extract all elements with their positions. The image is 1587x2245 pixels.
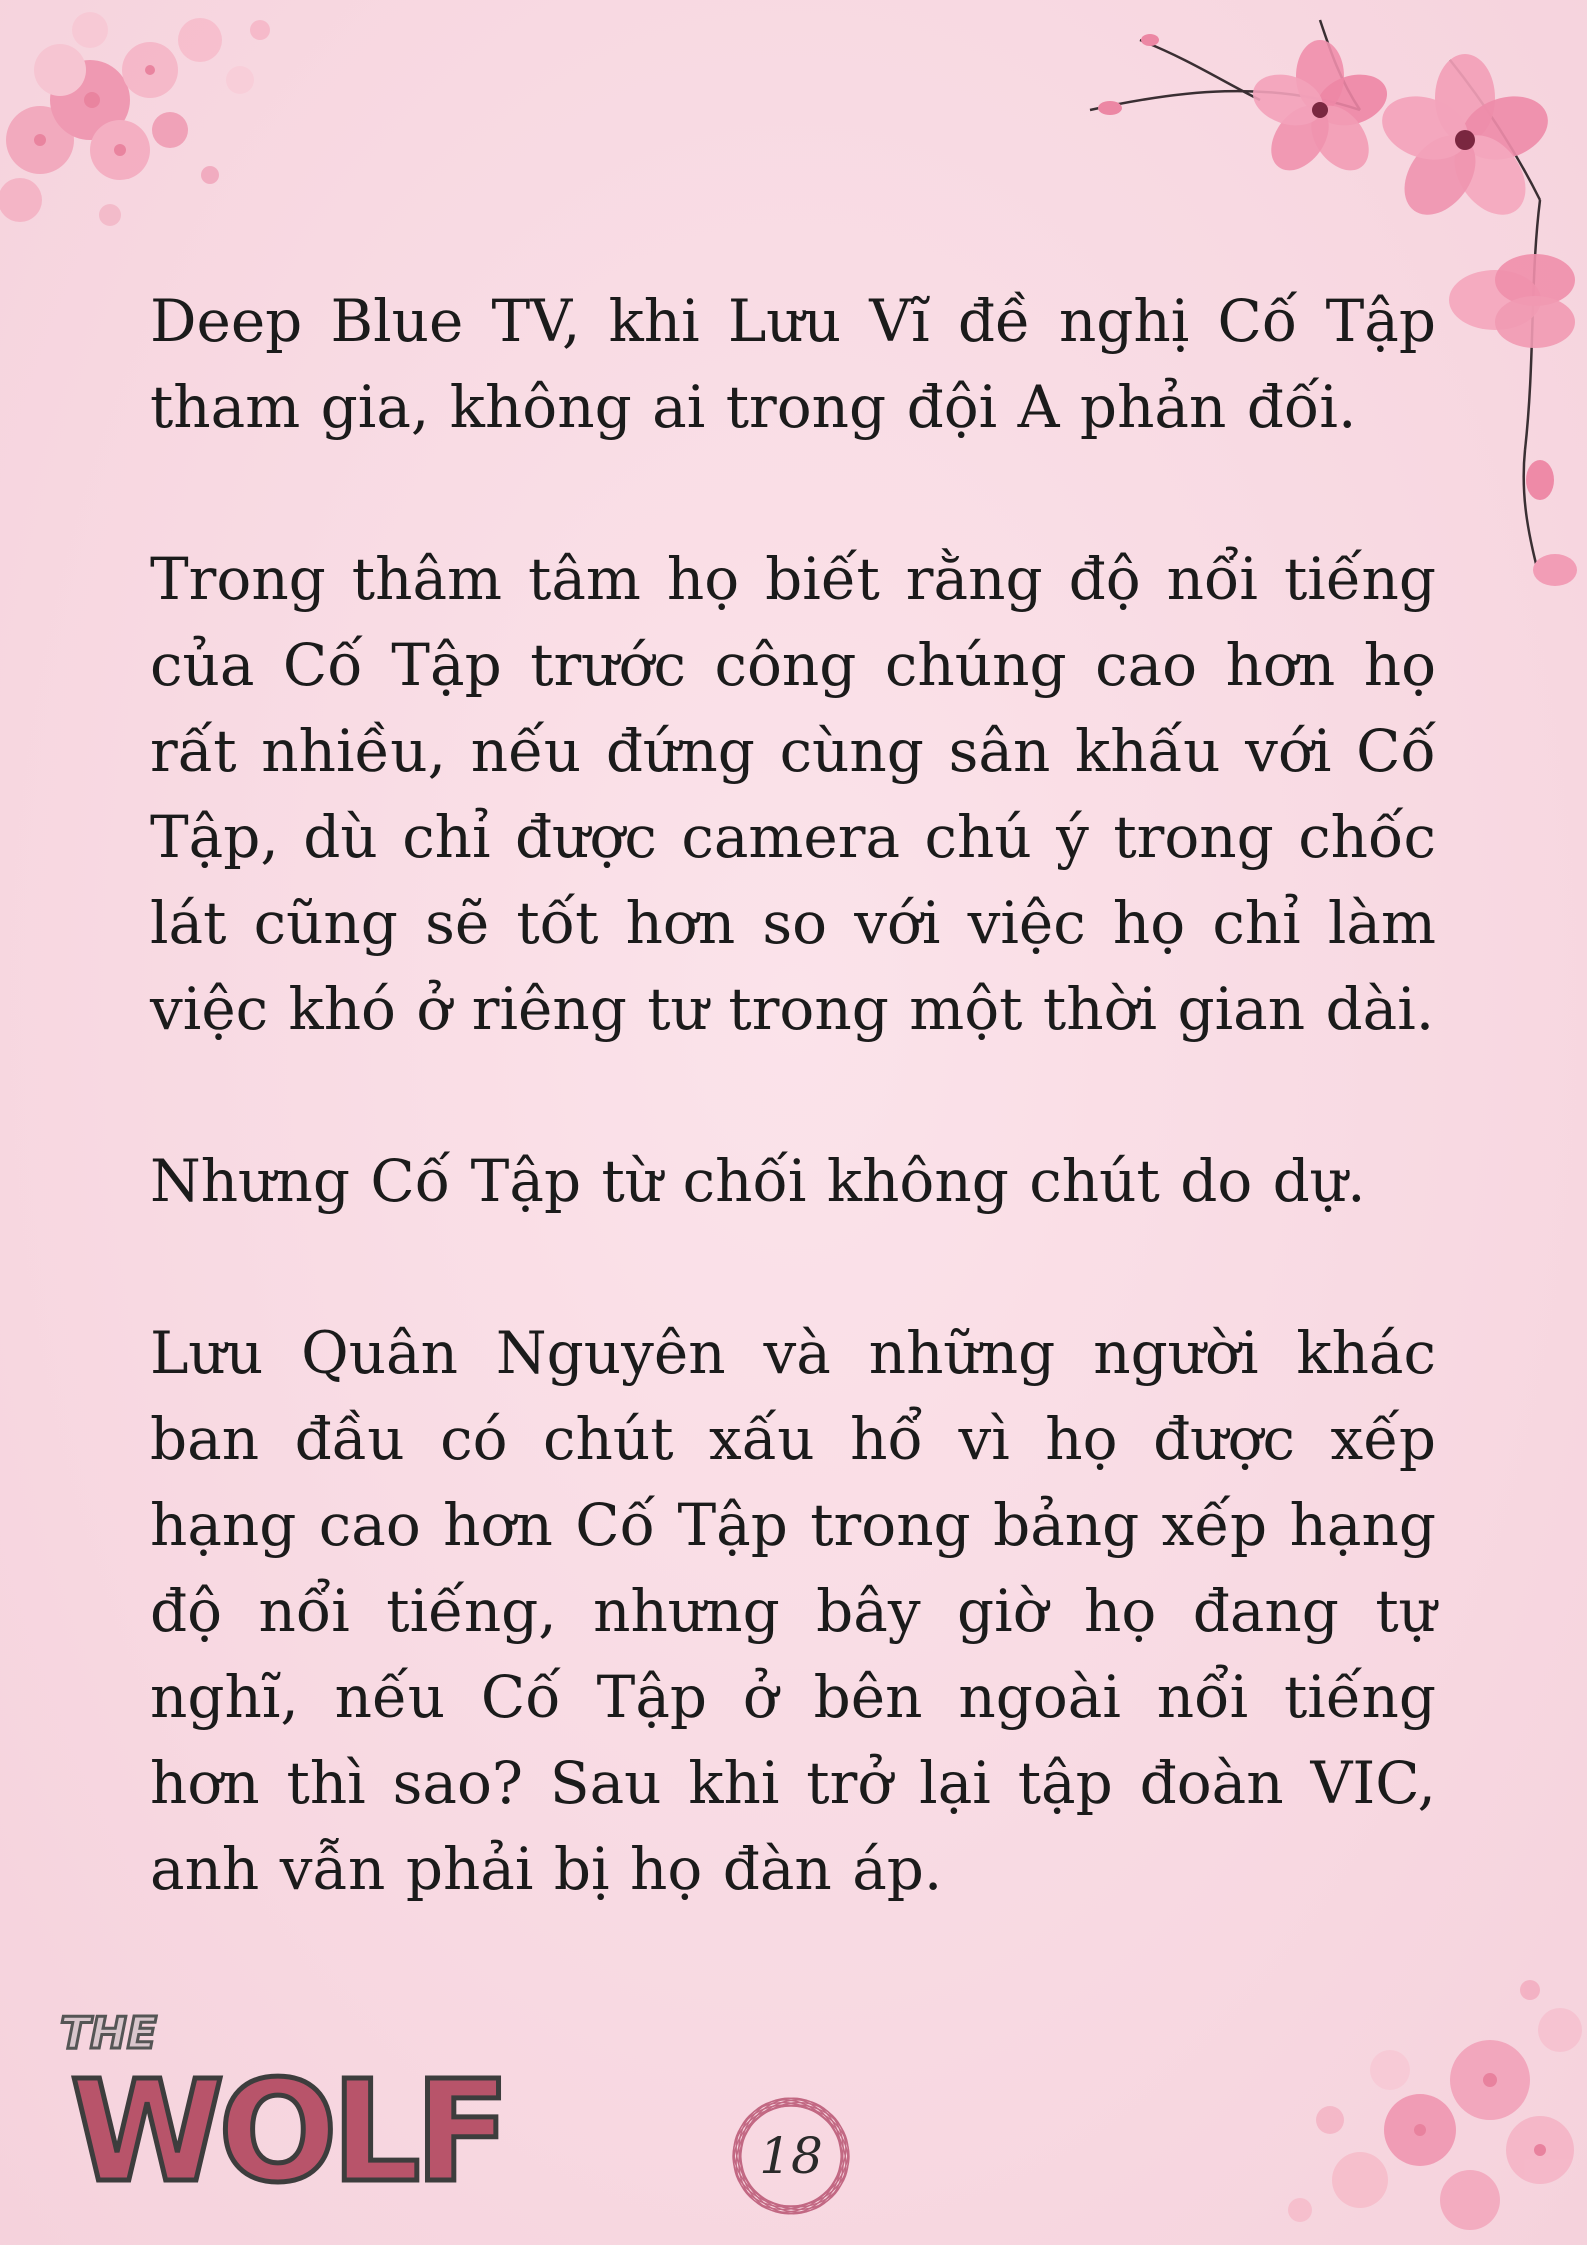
logo-the-text: THE	[60, 2008, 157, 2059]
page-number: 18	[759, 2127, 823, 2185]
page-number-badge	[716, 2086, 866, 2226]
blossom-cluster-bottom-right-icon	[1270, 1960, 1587, 2245]
logo-wordmark: WOLF	[70, 2051, 505, 2214]
chapter-body	[150, 278, 1436, 1998]
paragraph: Nhưng Cố Tập từ chối không chút do dự.	[150, 1147, 1366, 1215]
paragraph: Lưu Quân Nguyên và những người khác ban đầu có chút xấu hổ vì họ được xếp hạng cao hơn Cố Tập trong bảng xếp hạng độ nổi tiếng, nhưng bây giờ họ đang tự nghĩ, nếu Cố Tập ở bên ngoài nổi tiếng hơn thì sao? Sau khi trở lại tập đoàn VIC, anh vẫn phải bị họ đàn áp.	[150, 1319, 1436, 1903]
wolf-logo-icon	[30, 2008, 550, 2228]
paragraph: Trong thâm tâm họ biết rằng độ nổi tiếng của Cố Tập trước công chúng cao hơn họ rất nhiều, nếu đứng cùng sân khấu với Cố Tập, dù chỉ được camera chú ý trong chốc lát cũng sẽ tốt hơn so với việc họ chỉ làm việc khó ở riêng tư trong một thời gian dài.	[150, 545, 1436, 1043]
blossom-cluster-top-left-icon	[0, 0, 360, 250]
paragraph: Deep Blue TV, khi Lưu Vĩ đề nghị Cố Tập tham gia, không ai trong đội A phản đối.	[150, 287, 1436, 441]
